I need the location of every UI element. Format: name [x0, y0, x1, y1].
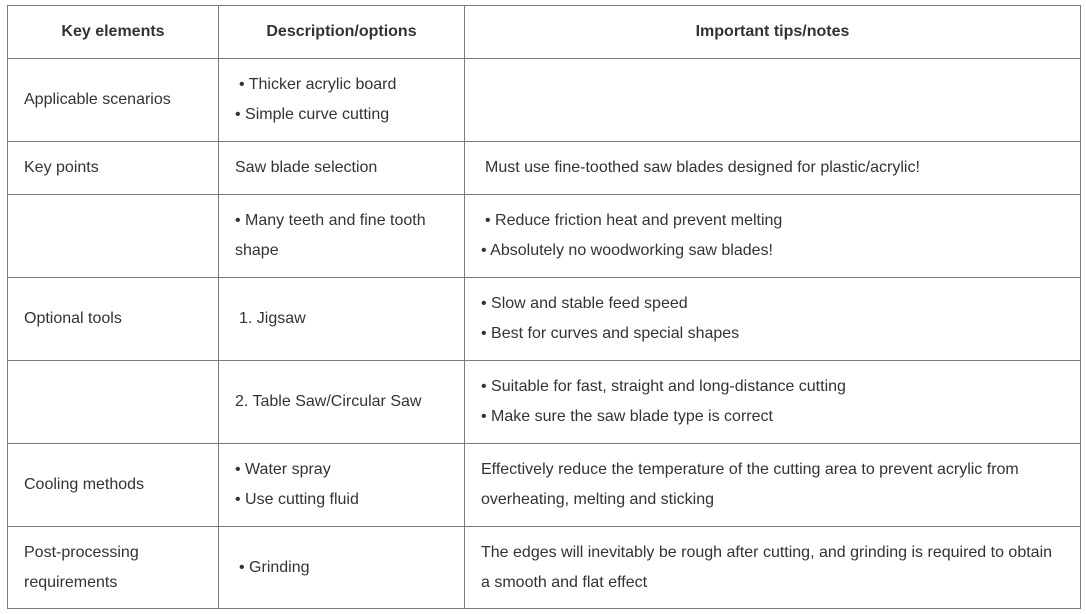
cell-description — [219, 444, 465, 527]
table-row — [8, 278, 1081, 361]
cell-element — [8, 195, 219, 278]
cell-element — [8, 527, 219, 609]
header-description-options: Description/options — [219, 6, 465, 59]
cell-text: a smooth and flat effect — [481, 573, 648, 591]
cell-text: • Water spray — [235, 461, 331, 478]
cell-text: Key points — [24, 159, 99, 176]
cell-element — [8, 142, 219, 195]
cell-text: Effectively reduce the temperature of the cutting area to prevent acrylic from — [481, 461, 1019, 478]
table-row — [8, 444, 1081, 527]
header-key-elements: Key elements — [8, 6, 219, 59]
cell-notes — [465, 59, 1081, 142]
cell-notes — [465, 527, 1081, 609]
cell-text: Optional tools — [24, 310, 122, 327]
cell-text: The edges will inevitably be rough after cutting, and grinding is required to obtain — [481, 543, 1053, 561]
cell-text: Saw blade selection — [235, 159, 378, 176]
cell-notes — [465, 444, 1081, 527]
cell-description — [219, 59, 465, 142]
cell-text: • Grinding — [239, 558, 310, 576]
acrylic-cutting-table — [7, 5, 1081, 609]
cell-element — [8, 59, 219, 142]
cell-element — [8, 361, 219, 444]
cell-description — [219, 142, 465, 195]
cell-notes — [465, 142, 1081, 195]
cell-text: • Use cutting fluid — [235, 491, 359, 508]
table-row — [8, 527, 1081, 609]
cell-text: Applicable scenarios — [24, 91, 171, 108]
cell-description — [219, 361, 465, 444]
cell-description — [219, 527, 465, 609]
cell-text: • Simple curve cutting — [235, 106, 390, 123]
table-row — [8, 59, 1081, 142]
header-important-tips: Important tips/notes — [465, 6, 1081, 59]
cell-text: • Best for curves and special shapes — [481, 325, 740, 342]
cell-notes — [465, 361, 1081, 444]
table-row — [8, 195, 1081, 278]
cell-notes — [465, 195, 1081, 278]
cell-text: overheating, melting and sticking — [481, 491, 715, 508]
table-header-row — [8, 6, 1081, 59]
cell-text: Cooling methods — [24, 476, 145, 493]
cell-element — [8, 444, 219, 527]
cell-description — [219, 278, 465, 361]
cell-element — [8, 278, 219, 361]
cell-text: • Many teeth and fine tooth — [235, 212, 426, 229]
table-row — [8, 361, 1081, 444]
cell-description — [219, 195, 465, 278]
cell-text: • Suitable for fast, straight and long-distance cutting — [481, 378, 846, 395]
cell-text: • Absolutely no woodworking saw blades! — [481, 242, 773, 259]
cell-text: • Make sure the saw blade type is correct — [481, 408, 773, 425]
table-row — [8, 142, 1081, 195]
cell-text: 1. Jigsaw — [239, 310, 306, 327]
cell-text: Post-processing — [24, 543, 139, 561]
cell-notes — [465, 278, 1081, 361]
cell-text: Must use fine-toothed saw blades designed for plastic/acrylic! — [485, 159, 920, 176]
cell-text: • Slow and stable feed speed — [481, 295, 688, 312]
cell-text: 2. Table Saw/Circular Saw — [235, 393, 422, 410]
cell-text: • Thicker acrylic board — [239, 76, 397, 93]
cell-text: • Reduce friction heat and prevent melting — [485, 212, 783, 229]
cell-text: shape — [235, 242, 279, 259]
cell-text: requirements — [24, 573, 118, 591]
